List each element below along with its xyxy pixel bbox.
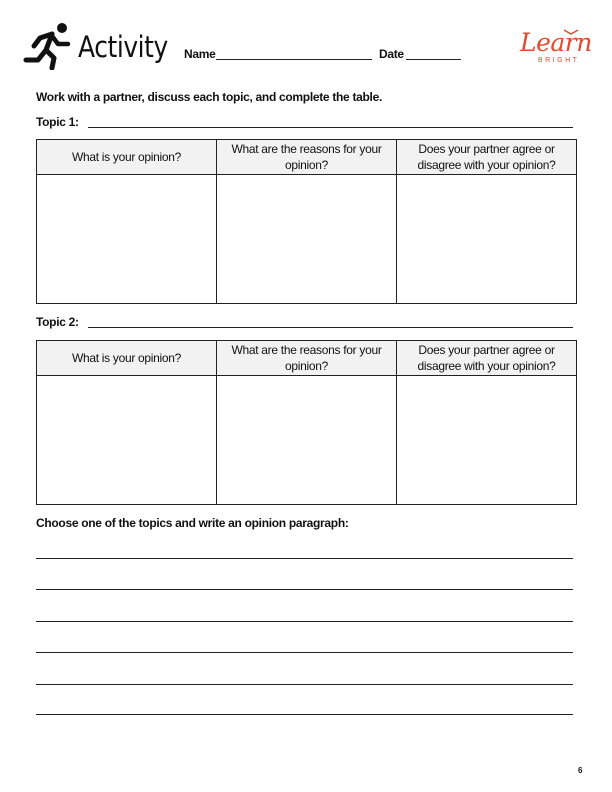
name-field[interactable] bbox=[216, 59, 372, 60]
logo-word: Learn bbox=[520, 28, 592, 57]
writing-line[interactable] bbox=[36, 714, 573, 715]
topic-1-label: Topic 1: bbox=[36, 115, 79, 129]
topic-2-table bbox=[36, 340, 577, 505]
writing-line[interactable] bbox=[36, 652, 573, 653]
page-number: 6 bbox=[578, 766, 583, 775]
column-header-reasons: What are the reasons for your opinion? bbox=[217, 341, 397, 376]
writing-line[interactable] bbox=[36, 558, 573, 559]
topic-1-table bbox=[36, 139, 577, 304]
topic-2-field[interactable] bbox=[88, 327, 573, 328]
instructions: Work with a partner, discuss each topic, and complete the table. bbox=[36, 90, 383, 104]
column-header-partner: Does your partner agree or disagree with your opinion? bbox=[397, 140, 577, 175]
opinion-cell[interactable] bbox=[37, 175, 217, 304]
date-field[interactable] bbox=[406, 59, 461, 60]
topic-1-field[interactable] bbox=[88, 127, 573, 128]
paragraph-prompt: Choose one of the topics and write an opinion paragraph: bbox=[36, 516, 349, 530]
writing-line[interactable] bbox=[36, 589, 573, 590]
opinion-cell[interactable] bbox=[37, 376, 217, 505]
writing-line[interactable] bbox=[36, 684, 573, 685]
partner-cell[interactable] bbox=[397, 376, 577, 505]
reasons-cell[interactable] bbox=[217, 376, 397, 505]
partner-cell[interactable] bbox=[397, 175, 577, 304]
learn-bright-logo bbox=[516, 26, 592, 70]
logo-subword: BRIGHT bbox=[538, 57, 580, 64]
column-header-partner: Does your partner agree or disagree with your opinion? bbox=[397, 341, 577, 376]
running-person-icon bbox=[22, 22, 74, 70]
name-label: Name bbox=[184, 47, 216, 61]
writing-line[interactable] bbox=[36, 621, 573, 622]
page-title: Activity bbox=[78, 30, 168, 64]
topic-2-label: Topic 2: bbox=[36, 315, 79, 329]
column-header-reasons: What are the reasons for your opinion? bbox=[217, 140, 397, 175]
date-label: Date bbox=[379, 47, 404, 61]
column-header-opinion: What is your opinion? bbox=[37, 341, 217, 376]
reasons-cell[interactable] bbox=[217, 175, 397, 304]
column-header-opinion: What is your opinion? bbox=[37, 140, 217, 175]
